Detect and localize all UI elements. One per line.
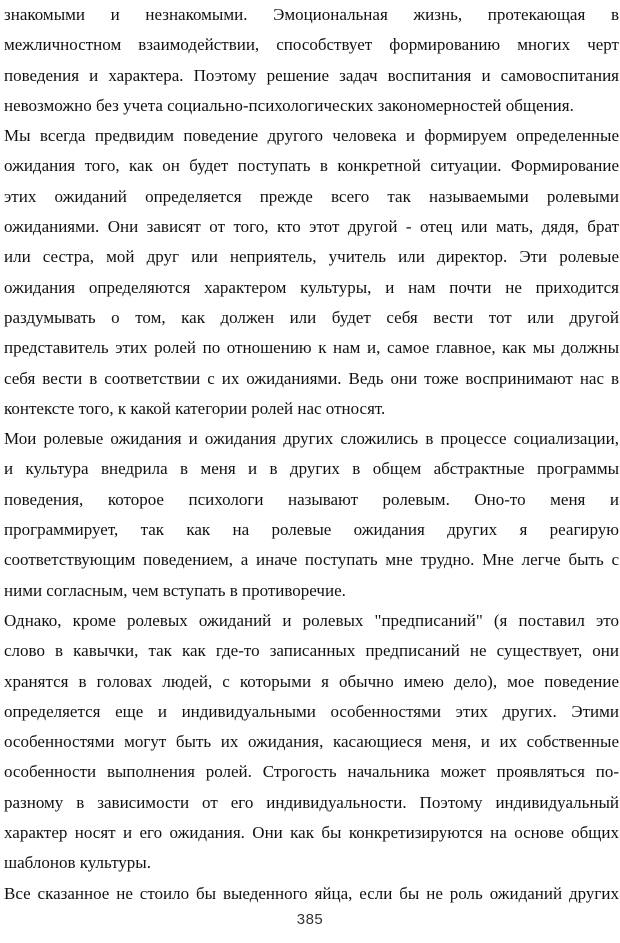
text-line: представитель этих ролей по отношению к нам и, самое главное, как мы должны — [4, 338, 619, 358]
text-line: невозможно без учета социально-психологических закономерностей общения. — [4, 95, 574, 115]
text-line: Мы всегда предвидим поведение другого человека и формируем определенные — [4, 126, 619, 146]
text-line: Однако, кроме ролевых ожиданий и ролевых "предписаний" (я поставил это — [4, 610, 619, 630]
text-line: соответствующим поведением, а иначе поступать мне трудно. Мне легче быть с — [4, 550, 619, 570]
text-line: ожидания определяются характером культуры, и нам почти не приходится — [4, 277, 619, 297]
text-line: этих ожиданий определяется прежде всего так называемыми ролевыми — [4, 186, 619, 206]
text-line: Мои ролевые ожидания и ожидания других сложились в процессе социализации, — [4, 429, 619, 449]
text-line: контексте того, к какой категории ролей нас относят. — [4, 398, 386, 418]
text-line: и культура внедрила в меня и в других в общем абстрактные программы — [4, 459, 619, 479]
text-line: ними согласным, чем вступать в противоречие. — [4, 580, 346, 600]
text-line: особенности выполнения ролей. Строгость начальника может проявляться по- — [4, 762, 619, 782]
text-line: разному в зависимости от его индивидуальности. Поэтому индивидуальный — [4, 792, 619, 812]
body-text — [4, 0, 619, 909]
text-line: шаблонов культуры. — [4, 853, 151, 873]
text-line: или сестра, мой друг или неприятель, учитель или директор. Эти ролевые — [4, 247, 619, 267]
text-line: определяется еще и индивидуальными особенностями этих других. Этими — [4, 701, 619, 721]
text-line: Все сказанное не стоило бы выеденного яйца, если бы не роль ожиданий других — [4, 883, 619, 903]
text-line: раздумывать о том, как должен или будет себя вести тот или другой — [4, 307, 619, 327]
text-line: хранятся в головах людей, с которыми я обычно имею дело), мое поведение — [4, 671, 619, 691]
text-line: поведения, которое психологи называют ролевым. Оно-то меня и — [4, 489, 619, 509]
page-number: 385 — [296, 911, 324, 928]
text-line: программирует, так как на ролевые ожидания других я реагирую — [4, 520, 619, 540]
text-line: ожиданиями. Они зависят от того, кто этот другой - отец или мать, дядя, брат — [4, 217, 619, 237]
text-line: ожидания того, как он будет поступать в конкретной ситуации. Формирование — [4, 156, 619, 176]
text-line: себя вести в соответствии с их ожиданиями. Ведь они тоже воспринимают нас в — [4, 368, 619, 388]
text-line: особенностями могут быть их ожидания, касающиеся меня, и их собственные — [4, 732, 619, 752]
text-line: характер носят и его ожидания. Они как бы конкретизируются на основе общих — [4, 823, 619, 843]
text-line: межличностном взаимодействии, способствует формированию многих черт — [4, 35, 619, 55]
text-line: поведения и характера. Поэтому решение задач воспитания и самовоспитания — [4, 65, 619, 85]
text-line: знакомыми и незнакомыми. Эмоциональная жизнь, протекающая в — [4, 5, 619, 24]
text-line: слово в кавычки, так как где-то записанных предписаний не существует, они — [4, 641, 619, 661]
